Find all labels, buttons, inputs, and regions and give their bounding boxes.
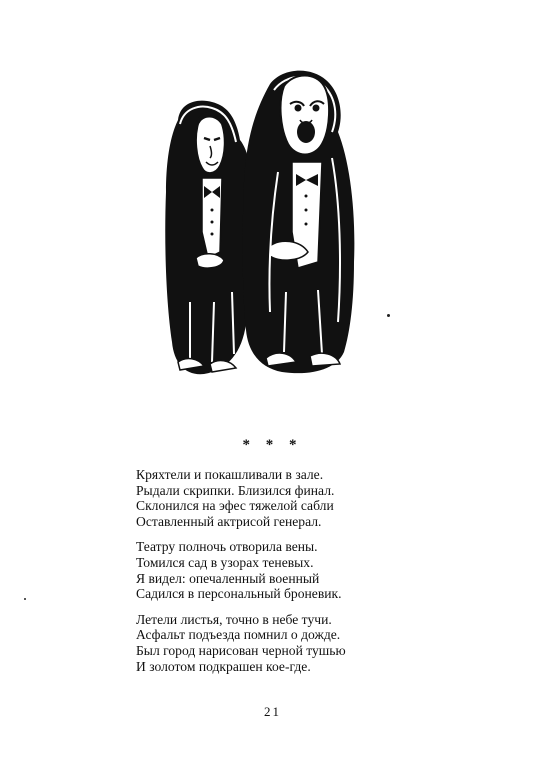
poem-line: Я видел: опечаленный военный	[136, 570, 320, 586]
stanza	[136, 467, 436, 529]
poem-line: И золотом подкрашен кое-где.	[136, 658, 311, 674]
section-separator: * * *	[242, 437, 303, 453]
stanza	[136, 612, 436, 674]
poem-line: Кряхтели и покашливали в зале.	[136, 467, 324, 482]
poem-line: Садился в персональный броневик.	[136, 586, 342, 602]
scan-speck	[387, 314, 390, 317]
poem-line: Асфальт подъезда помнил о дожде.	[136, 627, 341, 643]
poem-line: Театру полночь отворила вены.	[136, 539, 318, 555]
poem-line: Был город нарисован черной тушью	[136, 642, 346, 658]
poem-line: Рыдали скрипки. Близился финал.	[136, 482, 335, 498]
left-hands	[196, 254, 224, 268]
scan-speck	[24, 598, 26, 600]
poem-text	[136, 467, 436, 684]
stanza	[136, 539, 436, 601]
open-mouth	[297, 121, 315, 143]
poem-line: Томился сад в узорах теневых.	[136, 554, 314, 570]
poem-line: Летели листья, точно в небе тучи.	[136, 611, 332, 627]
poem-line: Оставленный актрисой генерал.	[136, 513, 322, 529]
poem-line: Склонился на эфес тяжелой сабли	[136, 498, 334, 514]
illustration-two-singers	[150, 62, 360, 387]
page-number: 21	[264, 704, 281, 719]
